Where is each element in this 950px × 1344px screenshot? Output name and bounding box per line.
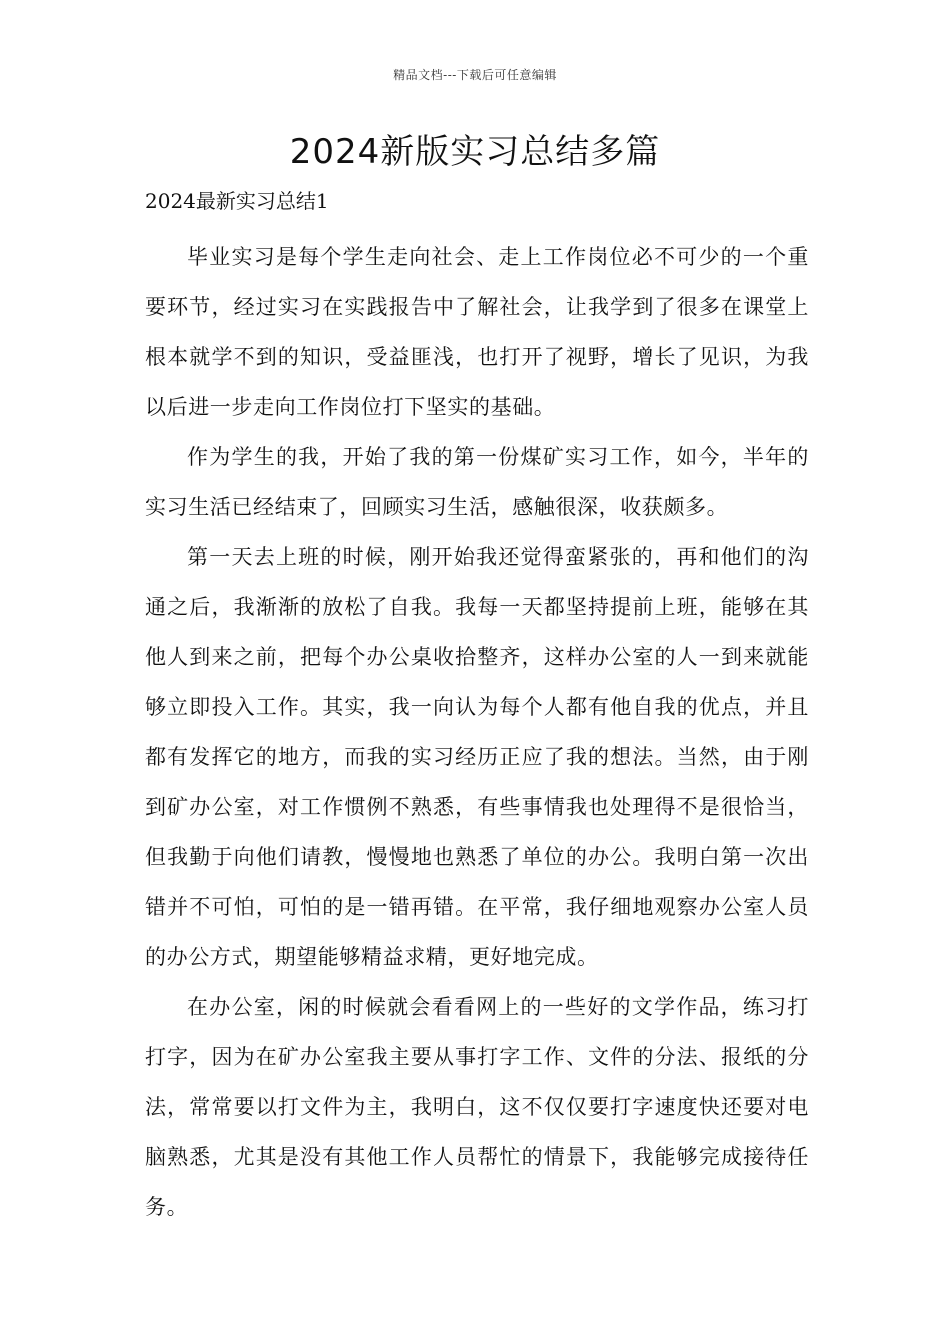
- section-heading: 2024最新实习总结1: [145, 189, 329, 213]
- paragraph: 作为学生的我，开始了我的第一份煤矿实习工作，如今，半年的实习生活已经结束了，回顾实习生活，感触很深，收获颇多。: [145, 445, 809, 519]
- body-text: [145, 232, 809, 1232]
- document-title: 2024新版实习总结多篇: [289, 132, 661, 172]
- paragraph: 第一天去上班的时候，刚开始我还觉得蛮紧张的，再和他们的沟通之后，我渐渐的放松了自我。我每一天都坚持提前上班，能够在其他人到来之前，把每个办公桌收拾整齐，这样办公室的人一到来就能够立即投入工作。其实，我一向认为每个人都有他自我的优点，并且都有发挥它的地方，而我的实习经历正应了我的想法。当然，由于刚到矿办公室，对工作惯例不熟悉，有些事情我也处理得不是很恰当，但我勤于向他们请教，慢慢地也熟悉了单位的办公。我明白第一次出错并不可怕，可怕的是一错再错。在平常，我仔细地观察办公室人员的办公方式，期望能够精益求精，更好地完成。: [145, 545, 809, 969]
- paragraph: 毕业实习是每个学生走向社会、走上工作岗位必不可少的一个重要环节，经过实习在实践报告中了解社会，让我学到了很多在课堂上根本就学不到的知识，受益匪浅，也打开了视野，增长了见识，为我以后进一步走向工作岗位打下坚实的基础。: [145, 245, 809, 419]
- paragraph: 在办公室，闲的时候就会看看网上的一些好的文学作品，练习打打字，因为在矿办公室我主要从事打字工作、文件的分法、报纸的分法，常常要以打文件为主，我明白，这不仅仅要打字速度快还要对电脑熟悉，尤其是没有其他工作人员帮忙的情景下，我能够完成接待任务。: [145, 995, 809, 1219]
- header-note: 精品文档---下载后可任意编辑: [393, 68, 557, 82]
